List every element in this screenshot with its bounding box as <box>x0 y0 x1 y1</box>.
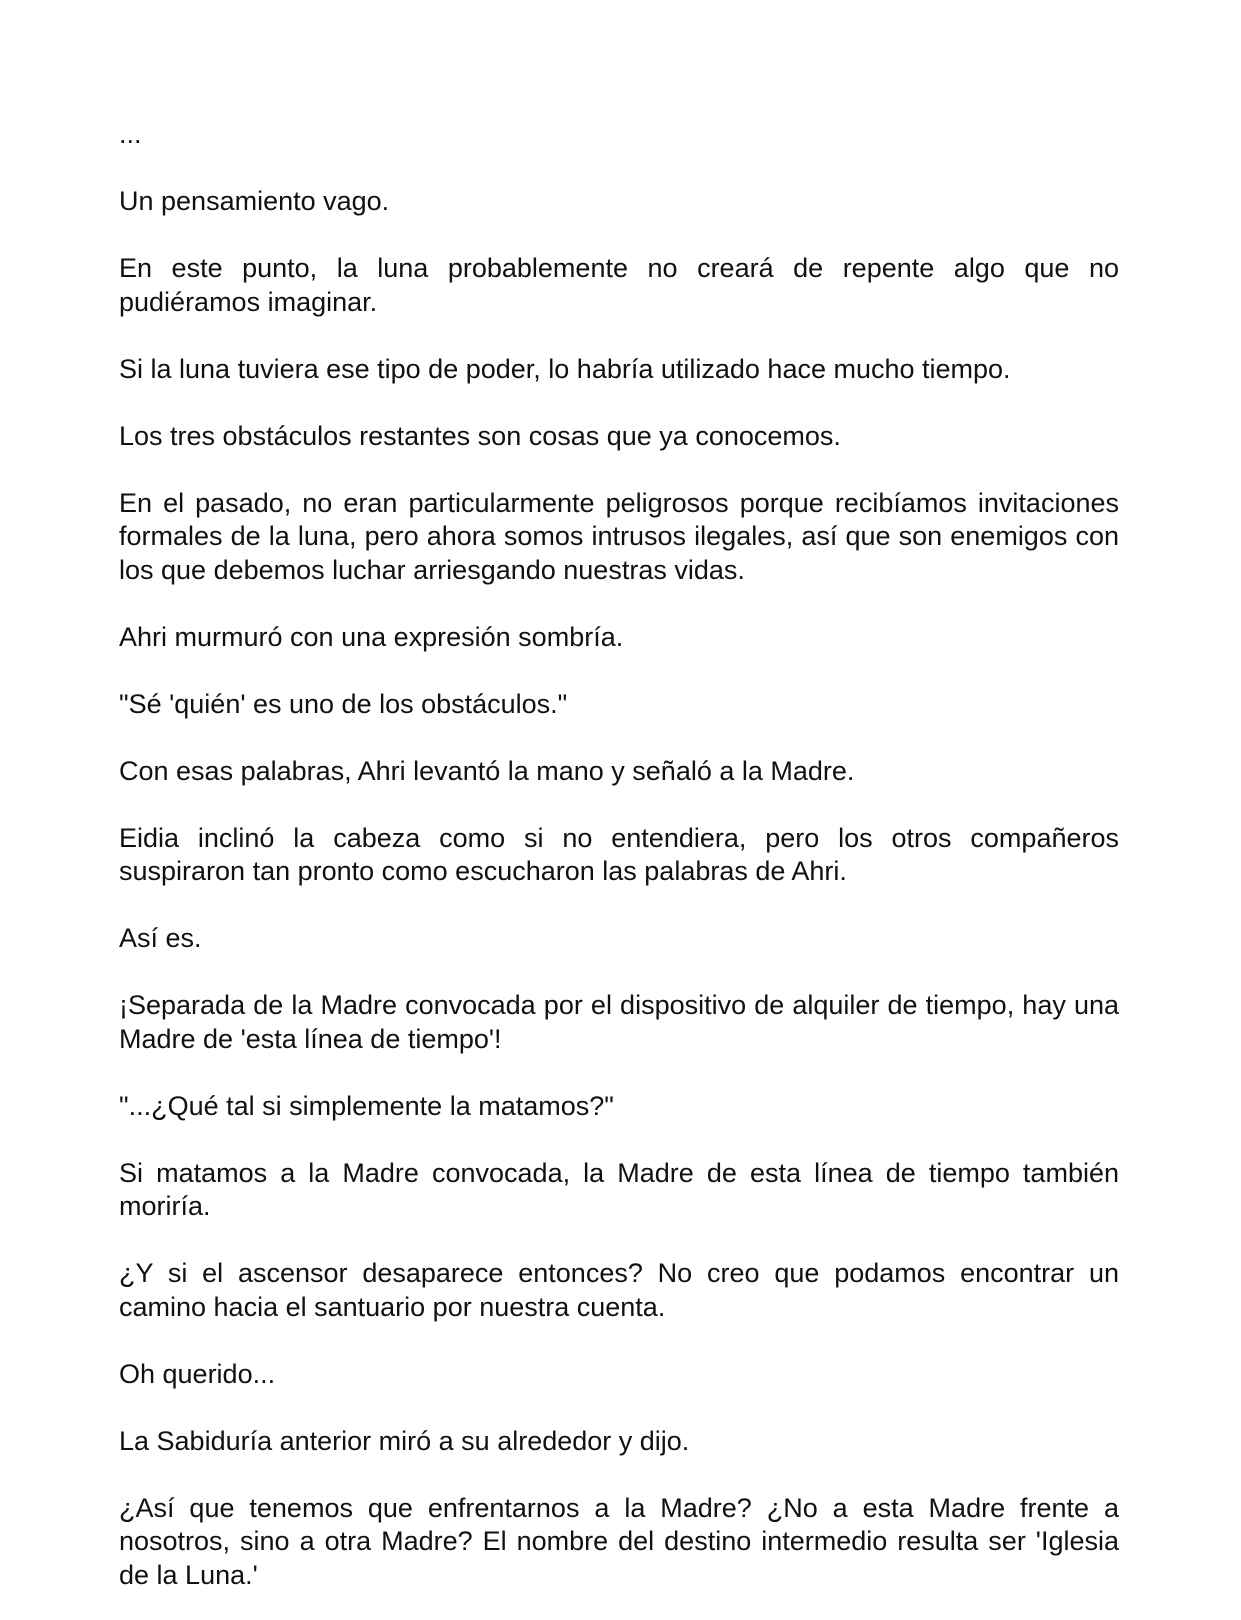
paragraph-separate-mother: ¡Separada de la Madre convocada por el dispositivo de alquiler de tiempo, hay una Madre de 'esta línea de tiempo'! <box>119 990 1119 1054</box>
paragraph-eidia-tilts: Eidia inclinó la cabeza como si no entendiera, pero los otros compañeros suspiraron tan pronto como escucharon las palabras de Ahri. <box>119 822 1119 886</box>
paragraph-moon-creation: En este punto, la luna probablemente no creará de repente algo que no pudiéramos imaginar. <box>119 253 1119 317</box>
paragraph-mother-dies: Si matamos a la Madre convocada, la Madre de esta línea de tiempo también moriría. <box>119 1157 1119 1221</box>
document-page <box>119 118 1119 1592</box>
paragraph-moon-power: Si la luna tuviera ese tipo de poder, lo habría utilizado hace mucho tiempo. <box>119 353 1011 384</box>
paragraph-elevator: ¿Y si el ascensor desaparece entonces? No creo que podamos encontrar un camino hacia el santuario por nuestra cuenta. <box>119 1258 1119 1322</box>
paragraph-vague-thought: Un pensamiento vago. <box>119 186 390 216</box>
paragraph-quote-kill: "...¿Qué tal si simplemente la matamos?" <box>119 1090 614 1121</box>
paragraph-ellipsis: ... <box>119 119 142 149</box>
paragraph-ahri-murmured: Ahri murmuró con una expresión sombría. <box>119 621 624 652</box>
paragraph-thats-right: Así es. <box>119 923 202 953</box>
paragraph-ahri-points: Con esas palabras, Ahri levantó la mano y señaló a la Madre. <box>119 755 855 786</box>
paragraph-three-obstacles: Los tres obstáculos restantes son cosas que ya conocemos. <box>119 420 841 451</box>
paragraph-wisdom-looked: La Sabiduría anterior miró a su alrededor y dijo. <box>119 1425 690 1456</box>
paragraph-oh-dear: Oh querido... <box>119 1358 276 1389</box>
paragraph-intruders: En el pasado, no eran particularmente peligrosos porque recibíamos invitaciones formales de la luna, pero ahora somos intrusos ilegales, así que son enemigos con los que debemos luchar arriesgando nuestras vidas. <box>119 487 1119 585</box>
paragraph-quote-obstacle: "Sé 'quién' es uno de los obstáculos." <box>119 688 568 719</box>
paragraph-church-of-moon: ¿Así que tenemos que enfrentarnos a la Madre? ¿No a esta Madre frente a nosotros, sino a otra Madre? El nombre del destino intermedio resulta ser 'Iglesia de la Luna.' <box>119 1492 1119 1590</box>
